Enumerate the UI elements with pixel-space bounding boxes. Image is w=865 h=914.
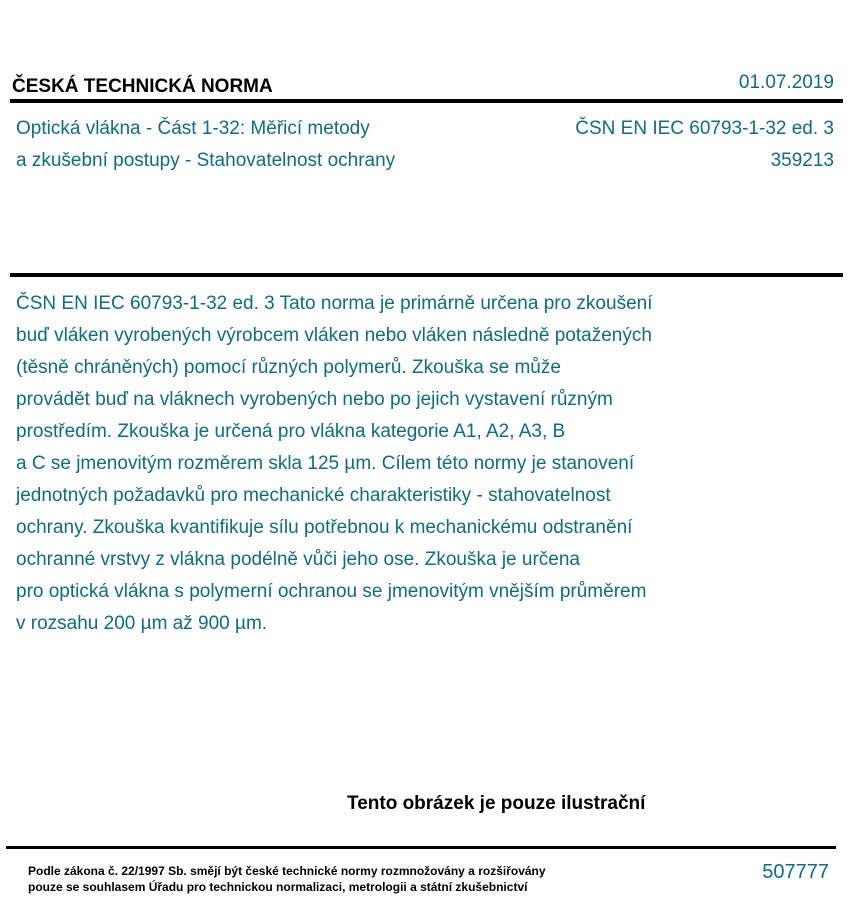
illustration-notice: Tento obrázek je pouze ilustrační [347, 793, 646, 814]
abstract [16, 288, 746, 640]
abstract-line: ČSN EN IEC 60793-1-32 ed. 3 Tato norma je primárně určena pro zkoušení [16, 293, 653, 314]
document-kind: ČESKÁ TECHNICKÁ NORMA [12, 76, 273, 97]
abstract-line: v rozsahu 200 µm až 900 µm. [16, 613, 268, 634]
abstract-line: prostředím. Zkouška je určená pro vlákna kategorie A1, A2, A3, B [16, 421, 566, 442]
document-id: 507777 [762, 861, 829, 883]
class-number: 359213 [770, 150, 834, 171]
abstract-line: jednotných požadavků pro mechanické charakteristiky - stahovatelnost [16, 485, 611, 506]
abstract-line: pro optická vlákna s polymerní ochranou se jmenovitým vnějším průměrem [16, 581, 647, 602]
standard-title-line-2: a zkušební postupy - Stahovatelnost ochrany [16, 150, 396, 171]
standard-title-line-1: Optická vlákna - Část 1-32: Měřicí metody [16, 118, 370, 139]
issue-date: 01.07.2019 [738, 72, 834, 93]
standard-designation: ČSN EN IEC 60793-1-32 ed. 3 [575, 118, 834, 139]
abstract-line: provádět buď na vláknech vyrobených nebo po jejich vystavení různým [16, 389, 613, 410]
abstract-line: buď vláken vyrobených výrobcem vláken nebo vláken následně potažených [16, 325, 652, 346]
legal-notice-line: pouze se souhlasem Úřadu pro technickou normalizaci, metrologii a státní zkušebnictví [28, 880, 528, 894]
abstract-line: a C se jmenovitým rozměrem skla 125 µm. Cílem této normy je stanovení [16, 453, 635, 474]
legal-notice-line: Podle zákona č. 22/1997 Sb. smějí být české technické normy rozmnožovány a rozšiřovány [28, 864, 546, 878]
abstract-line: ochranné vrstvy z vlákna podélně vůči jeho ose. Zkouška je určena [16, 549, 580, 570]
footer-divider [6, 846, 836, 849]
header-divider [10, 99, 843, 103]
abstract-divider [10, 273, 843, 277]
legal-notice [28, 863, 546, 895]
abstract-line: (těsně chráněných) pomocí různých polymerů. Zkouška se může [16, 357, 561, 378]
abstract-line: ochrany. Zkouška kvantifikuje sílu potřebnou k mechanickému odstranění [16, 517, 633, 538]
